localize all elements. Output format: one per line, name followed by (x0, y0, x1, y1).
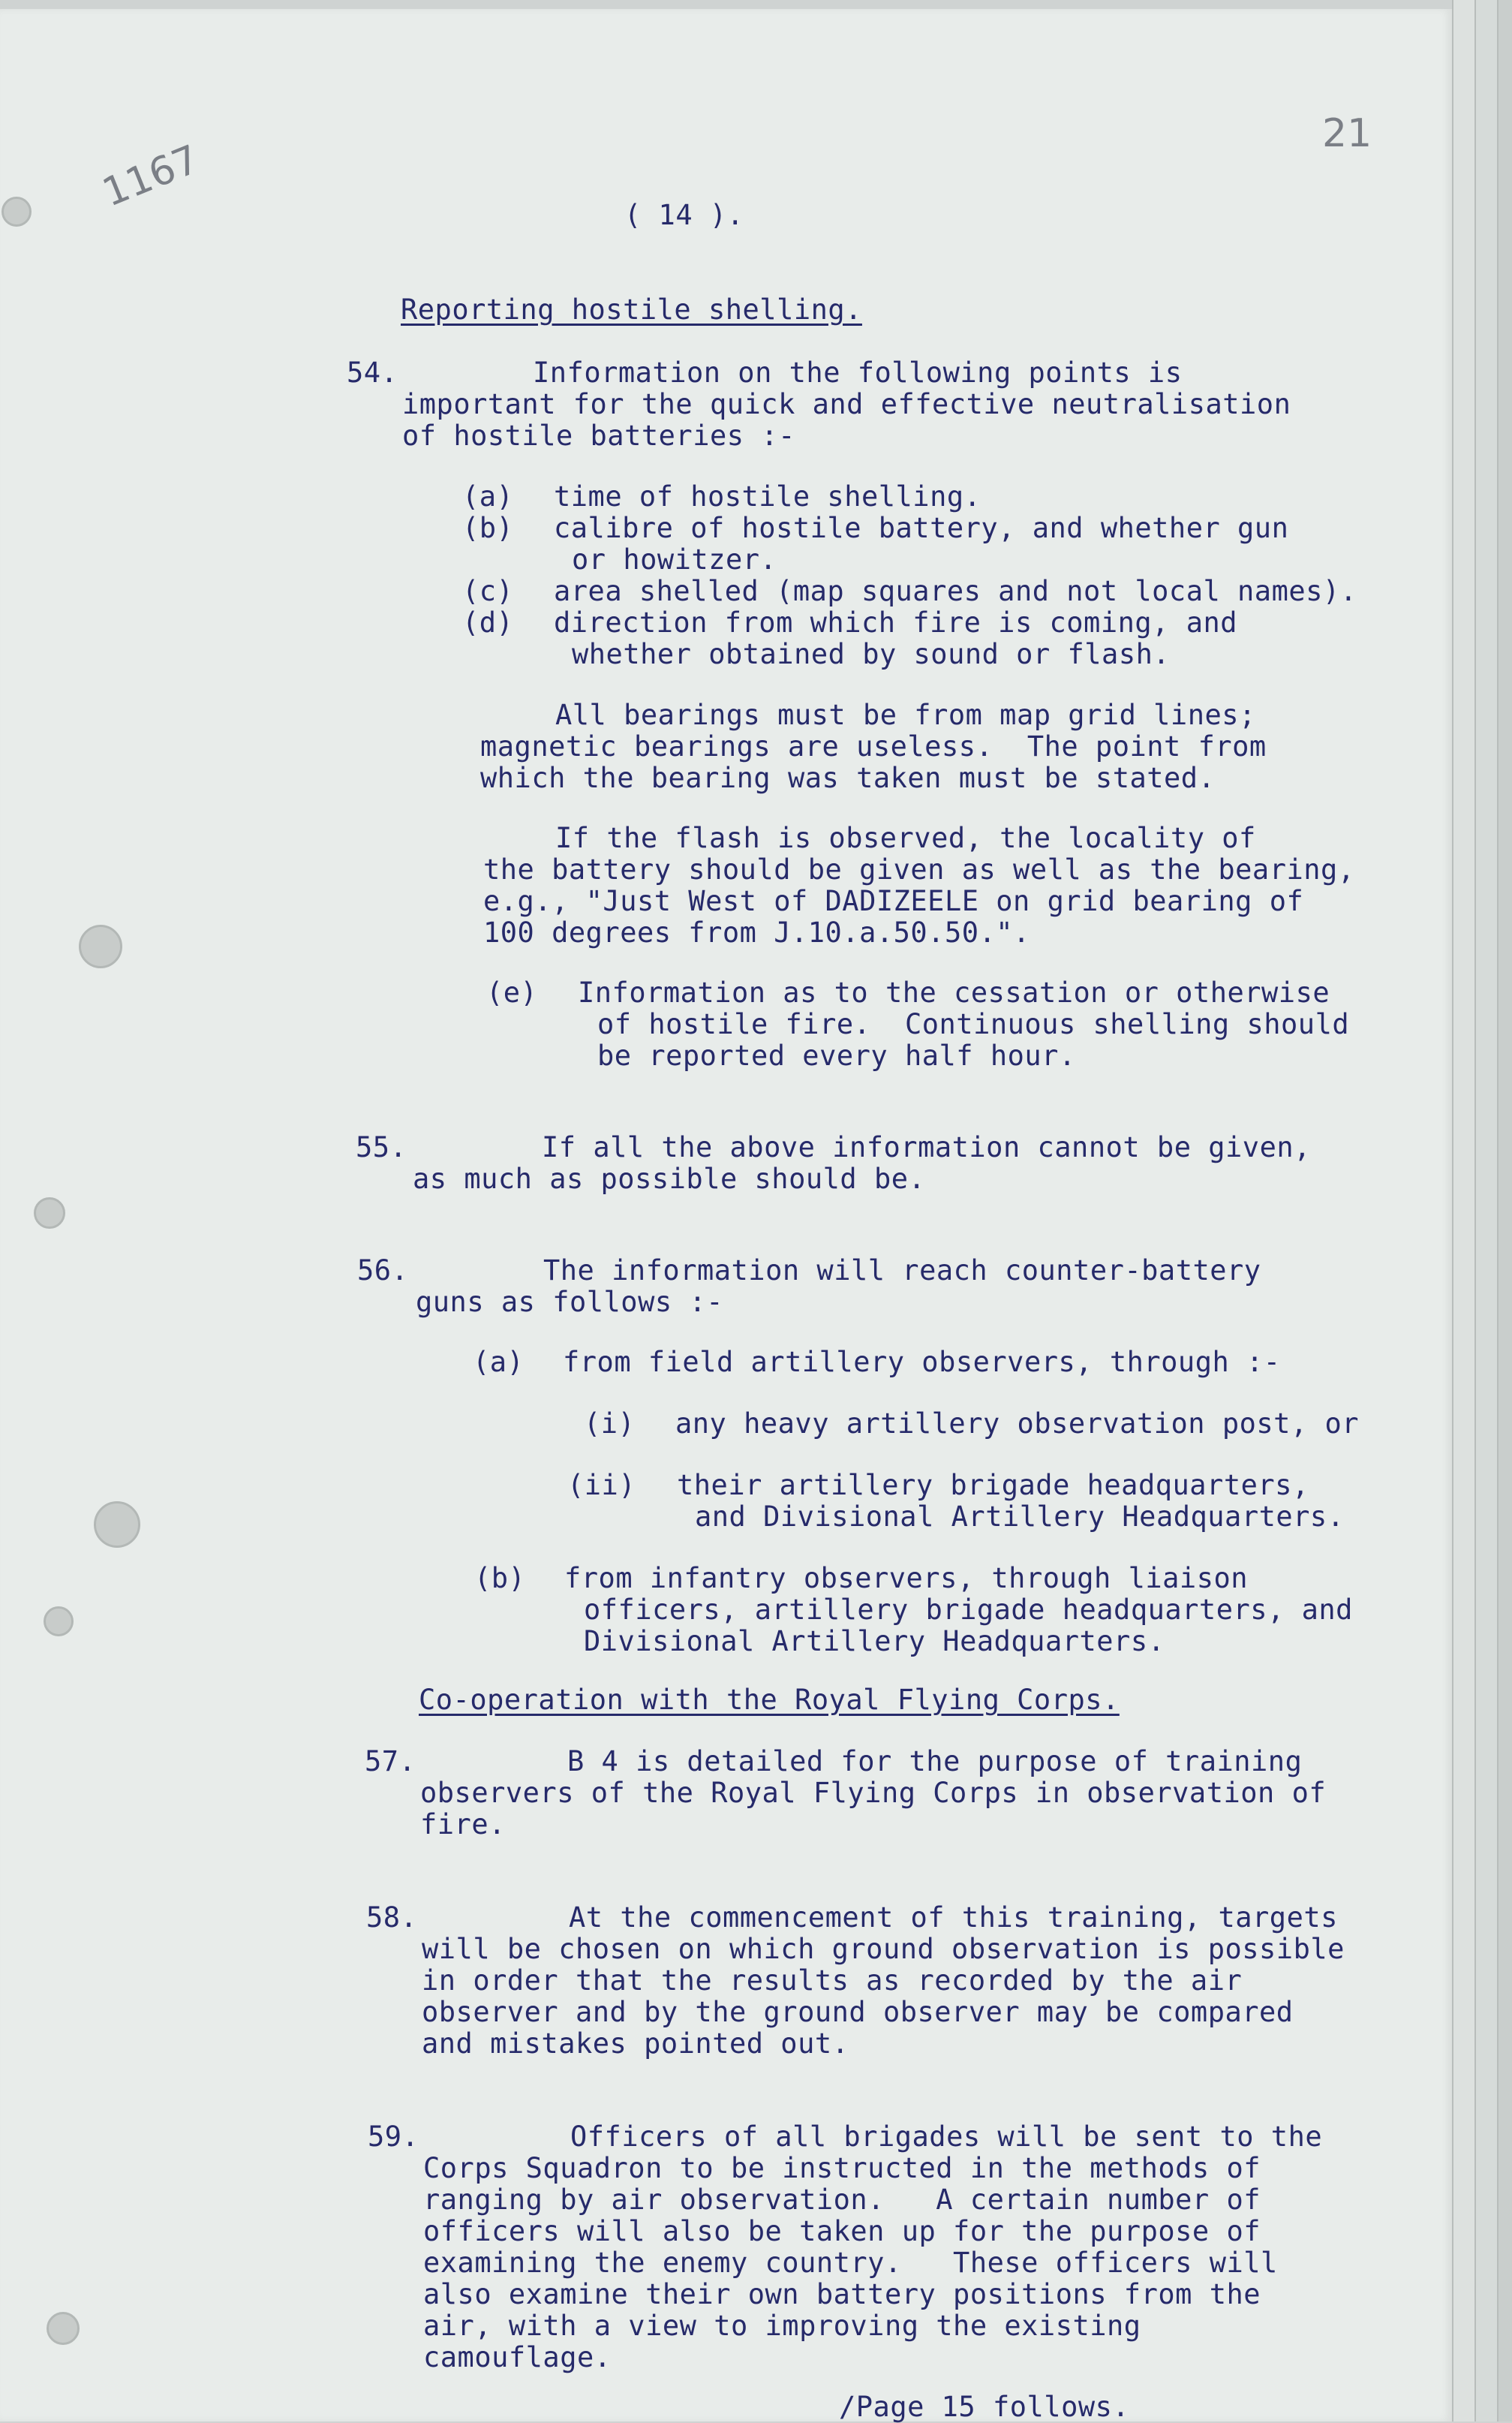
paragraph-line: the battery should be given as well as the bearing, (483, 853, 1355, 886)
list-text: and Divisional Artillery Headquarters. (695, 1500, 1345, 1533)
list-text: Information as to the cessation or otherwise (578, 977, 1330, 1009)
page-number: ( 14 ). (624, 199, 744, 231)
paragraph-line: magnetic bearings are useless. The point from (480, 730, 1267, 763)
paragraph-line: camouflage. (423, 2341, 612, 2373)
folio-number: 21 (1322, 111, 1372, 156)
paragraph-line: Corps Squadron to be instructed in the methods of (423, 2152, 1261, 2184)
paragraph-line: guns as follows :- (416, 1286, 723, 1318)
list-label: (a) (462, 480, 514, 513)
list-label: (a) (473, 1346, 525, 1378)
paragraph-line: fire. (420, 1808, 506, 1841)
paragraph-line: also examine their own battery positions from the (423, 2278, 1261, 2310)
paragraph-line: air, with a view to improving the existing (423, 2310, 1141, 2342)
list-label: (c) (462, 575, 514, 607)
paragraph-line: important for the quick and effective neutralisation (402, 388, 1291, 420)
punch-hole (34, 1197, 65, 1229)
list-label: (ii) (567, 1469, 636, 1501)
paragraph-number: 55. (356, 1131, 407, 1163)
punch-hole (79, 925, 122, 968)
punch-hole (2, 197, 32, 227)
paragraph-line: At the commencement of this training, targets (569, 1901, 1338, 1934)
paragraph-line: B 4 is detailed for the purpose of training (567, 1745, 1303, 1777)
paragraph-line: The information will reach counter-battery (543, 1254, 1261, 1287)
list-text: officers, artillery brigade headquarters, and (584, 1594, 1353, 1626)
paragraph-line: If all the above information cannot be given, (542, 1131, 1311, 1163)
punch-hole (44, 1606, 74, 1636)
paragraph-line: Officers of all brigades will be sent to the (570, 2121, 1323, 2153)
section-heading: Co-operation with the Royal Flying Corps. (419, 1684, 1120, 1716)
list-text: of hostile fire. Continuous shelling should (597, 1008, 1350, 1040)
list-text: whether obtained by sound or flash. (572, 638, 1171, 670)
list-text: from field artillery observers, through :- (563, 1346, 1281, 1378)
list-label: (e) (486, 977, 538, 1009)
paragraph-line: e.g., "Just West of DADIZEELE on grid bearing of (483, 885, 1304, 917)
punch-hole (47, 2312, 80, 2345)
list-text: direction from which fire is coming, and (554, 607, 1238, 639)
section-heading: Reporting hostile shelling. (401, 293, 862, 326)
paragraph-line: All bearings must be from map grid lines; (555, 699, 1256, 731)
list-text: their artillery brigade headquarters, (677, 1469, 1309, 1501)
stacked-page-edge (1497, 0, 1512, 2421)
paragraph-line: If the flash is observed, the locality of (555, 822, 1256, 854)
list-label: (i) (584, 1407, 636, 1440)
paragraph-line: Information on the following points is (533, 357, 1183, 389)
file-reference-annotation: 1167 (96, 137, 206, 216)
paragraph-line: examining the enemy country. These officers will (423, 2247, 1278, 2279)
paragraph-line: 100 degrees from J.10.a.50.50.". (483, 917, 1030, 949)
paragraph-number: 56. (357, 1254, 409, 1287)
list-text: any heavy artillery observation post, or (675, 1407, 1360, 1440)
list-text: Divisional Artillery Headquarters. (584, 1625, 1165, 1657)
paragraph-line: as much as possible should be. (413, 1163, 926, 1195)
list-label: (b) (462, 512, 514, 544)
list-text: area shelled (map squares and not local names). (554, 575, 1357, 607)
list-text: or howitzer. (572, 543, 777, 576)
paragraph-number: 59. (368, 2121, 419, 2153)
paragraph-number: 57. (365, 1745, 416, 1777)
list-text: calibre of hostile battery, and whether gun (554, 512, 1289, 544)
list-label: (b) (474, 1562, 526, 1594)
punch-hole (94, 1501, 140, 1548)
list-text: from infantry observers, through liaison (564, 1562, 1249, 1594)
page-footer: /Page 15 follows. (839, 2391, 1130, 2423)
list-text: time of hostile shelling. (554, 480, 981, 513)
paragraph-line: ranging by air observation. A certain number of (423, 2184, 1261, 2216)
paragraph-line: in order that the results as recorded by the air (422, 1964, 1243, 1997)
list-text: be reported every half hour. (597, 1040, 1076, 1072)
paragraph-line: officers will also be taken up for the purpose of (423, 2215, 1261, 2247)
stacked-page-edge (1474, 0, 1498, 2421)
paragraph-line: and mistakes pointed out. (422, 2027, 849, 2060)
stacked-page-edge (1452, 0, 1476, 2421)
list-label: (d) (462, 607, 514, 639)
paragraph-line: observers of the Royal Flying Corps in observation of (420, 1777, 1327, 1809)
paragraph-line: observer and by the ground observer may be compared (422, 1996, 1294, 2028)
paragraph-line: which the bearing was taken must be stated. (480, 762, 1216, 794)
paragraph-number: 58. (366, 1901, 418, 1934)
paragraph-number: 54. (347, 357, 398, 389)
paragraph-line: will be chosen on which ground observation is possible (422, 1933, 1345, 1965)
paragraph-line: of hostile batteries :- (402, 420, 795, 452)
